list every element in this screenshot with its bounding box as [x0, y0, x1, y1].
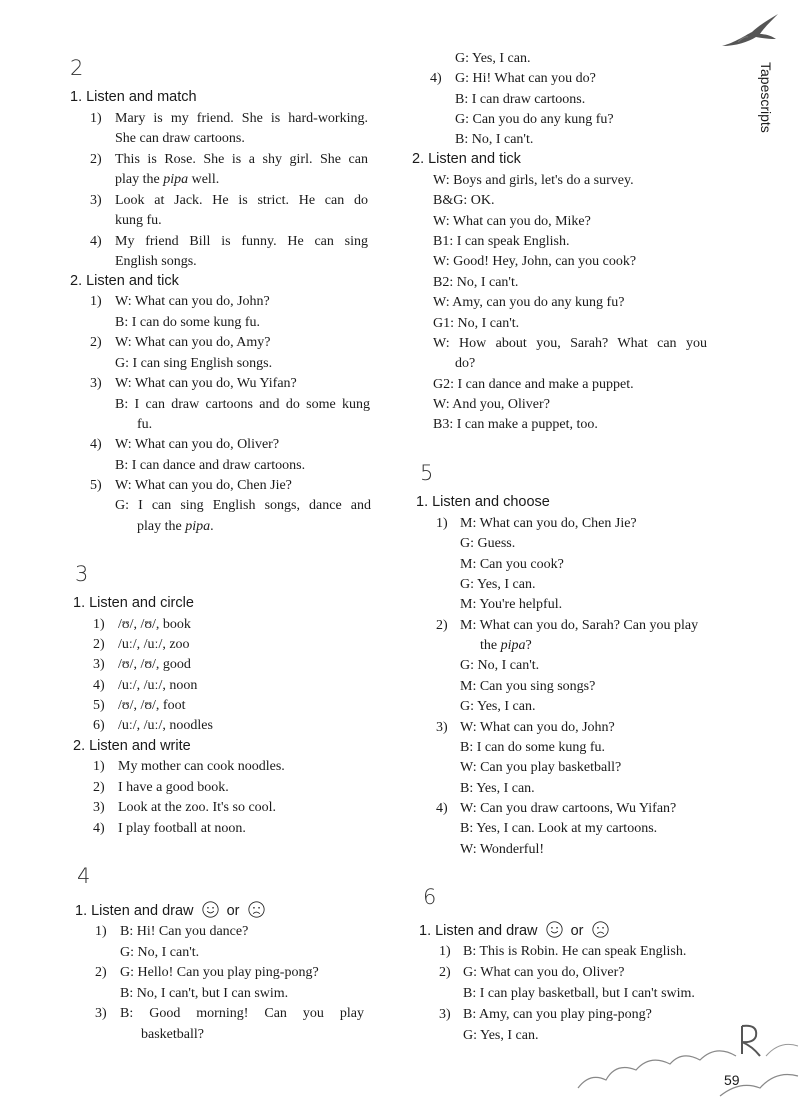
- item-line: M: Can you sing songs?: [460, 679, 596, 694]
- item-line: G2: I can dance and make a puppet.: [433, 377, 634, 392]
- item-number: 4): [430, 71, 442, 86]
- item-line: W: How about you, Sarah? What can you: [433, 336, 707, 351]
- item-number: 2): [90, 152, 102, 167]
- item-line: W: Can you draw cartoons, Wu Yifan?: [460, 801, 677, 816]
- item-number: 5): [90, 478, 102, 493]
- item-line: W: Wonderful!: [460, 842, 545, 857]
- item-line: M: Can you cook?: [460, 557, 564, 572]
- unit-number: 2: [70, 56, 84, 80]
- item-number: 3): [439, 1007, 451, 1022]
- item-line: G: No, I can't.: [460, 658, 540, 673]
- item-line: B3: I can make a puppet, too.: [433, 417, 598, 432]
- unit-number: 3: [75, 562, 89, 586]
- item-line: B: Good morning! Can you play: [120, 1006, 364, 1021]
- item-number: 1): [90, 111, 102, 126]
- item-number: 3): [93, 657, 105, 672]
- item-line: B: I can draw cartoons.: [455, 92, 586, 107]
- item-number: 4): [90, 234, 102, 249]
- item-number: 2): [93, 637, 105, 652]
- section-title: [75, 901, 269, 919]
- section-title: [419, 921, 613, 939]
- item-number: 2): [436, 618, 448, 633]
- item-line: G: Hello! Can you play ping-pong?: [120, 965, 319, 980]
- item-number: 6): [93, 718, 105, 733]
- item-line: G: Can you do any kung fu?: [455, 112, 614, 127]
- section-title: 2. Listen and tick: [412, 151, 521, 167]
- item-line: do?: [455, 356, 476, 371]
- cloud-decoration: [570, 1010, 800, 1097]
- item-line: play the pipa.: [137, 519, 214, 534]
- section-title-text: 1. Listen and draw: [419, 923, 538, 939]
- item-line: play the pipa well.: [115, 172, 220, 187]
- item-number: 1): [90, 294, 102, 309]
- unit-number: 5: [420, 461, 434, 485]
- sad-face-icon: [248, 901, 265, 918]
- item-line: W: And you, Oliver?: [433, 397, 550, 412]
- item-number: 3): [90, 193, 102, 208]
- item-number: 4): [90, 437, 102, 452]
- item-line: G: I can sing English songs, dance and: [115, 498, 371, 513]
- smiley-face-icon: [202, 901, 219, 918]
- item-line: W: Good! Hey, John, can you cook?: [433, 254, 637, 269]
- item-line: W: Amy, can you do any kung fu?: [433, 295, 625, 310]
- item-number: 1): [95, 924, 107, 939]
- item-number: 1): [93, 617, 105, 632]
- item-line: This is Rose. She is a shy girl. She can: [115, 152, 368, 167]
- item-line: Look at the zoo. It's so cool.: [118, 800, 277, 815]
- item-line: M: What can you do, Sarah? Can you play: [460, 618, 699, 633]
- item-line: /ʊ/, /ʊ/, good: [118, 657, 191, 672]
- item-number: 3): [93, 800, 105, 815]
- item-line: B: Amy, can you play ping-pong?: [463, 1007, 652, 1022]
- item-line: B: I can do some kung fu.: [460, 740, 606, 755]
- item-line: /ʊ/, /ʊ/, book: [118, 617, 191, 632]
- item-line: the pipa?: [480, 638, 532, 653]
- item-line: Look at Jack. He is strict. He can do: [115, 193, 368, 208]
- item-line: W: What can you do, Mike?: [433, 214, 591, 229]
- item-number: 2): [93, 780, 105, 795]
- unit-number: 4: [77, 864, 91, 888]
- item-line: G: Hi! What can you do?: [455, 71, 596, 86]
- item-line: B2: No, I can't.: [433, 275, 519, 290]
- item-line: G: Yes, I can.: [460, 577, 536, 592]
- sad-face-icon: [592, 921, 609, 938]
- section-title: 1. Listen and match: [70, 89, 197, 105]
- item-number: 2): [90, 335, 102, 350]
- item-line: G: Yes, I can.: [455, 51, 531, 66]
- item-number: 2): [439, 965, 451, 980]
- item-number: 1): [436, 516, 448, 531]
- item-line: W: What can you do, John?: [460, 720, 615, 735]
- item-line: B: I can do some kung fu.: [115, 315, 261, 330]
- sidebar-label: Tapescripts: [758, 62, 774, 133]
- item-line: W: Can you play basketball?: [460, 760, 622, 775]
- item-number: 4): [93, 678, 105, 693]
- item-number: 3): [90, 376, 102, 391]
- item-line: B: I can play basketball, but I can't swim.: [463, 986, 695, 1001]
- item-line: B: I can dance and draw cartoons.: [115, 458, 306, 473]
- item-line: kung fu.: [115, 213, 162, 228]
- item-line: B: Yes, I can.: [460, 781, 535, 796]
- item-number: 4): [93, 821, 105, 836]
- item-line: Mary is my friend. She is hard-working.: [115, 111, 368, 126]
- item-line: B1: I can speak English.: [433, 234, 570, 249]
- item-line: B&G: OK.: [433, 193, 495, 208]
- item-line: W: What can you do, Chen Jie?: [115, 478, 292, 493]
- section-title-or: or: [226, 903, 240, 919]
- item-line: M: You're helpful.: [460, 597, 563, 612]
- item-line: G: What can you do, Oliver?: [463, 965, 625, 980]
- section-title: 1. Listen and choose: [416, 494, 550, 510]
- item-number: 5): [93, 698, 105, 713]
- item-line: English songs.: [115, 254, 197, 269]
- item-line: B: Yes, I can. Look at my cartoons.: [460, 821, 658, 836]
- item-line: G1: No, I can't.: [433, 316, 520, 331]
- item-number: 3): [95, 1006, 107, 1021]
- section-title-text: 1. Listen and draw: [75, 903, 194, 919]
- item-line: B: No, I can't, but I can swim.: [120, 986, 289, 1001]
- item-line: G: No, I can't.: [120, 945, 200, 960]
- item-line: B: This is Robin. He can speak English.: [463, 944, 687, 959]
- item-line: /uː/, /uː/, zoo: [118, 637, 190, 652]
- item-number: 3): [436, 720, 448, 735]
- bird-illustration: [718, 12, 780, 50]
- item-number: 2): [95, 965, 107, 980]
- item-number: 1): [439, 944, 451, 959]
- item-line: G: Guess.: [460, 536, 516, 551]
- item-line: M: What can you do, Chen Jie?: [460, 516, 637, 531]
- item-line: I have a good book.: [118, 780, 229, 795]
- unit-number: 6: [423, 885, 437, 909]
- section-title: 1. Listen and circle: [73, 595, 194, 611]
- item-line: /ʊ/, /ʊ/, foot: [118, 698, 186, 713]
- item-line: /uː/, /uː/, noon: [118, 678, 198, 693]
- item-line: G: Yes, I can.: [463, 1028, 539, 1043]
- section-title-or: or: [570, 923, 584, 939]
- item-line: W: What can you do, Amy?: [115, 335, 271, 350]
- section-title: 2. Listen and write: [73, 738, 191, 754]
- item-line: G: I can sing English songs.: [115, 356, 273, 371]
- item-number: 1): [93, 759, 105, 774]
- item-line: B: Hi! Can you dance?: [120, 924, 249, 939]
- item-line: I play football at noon.: [118, 821, 246, 836]
- item-line: W: What can you do, Wu Yifan?: [115, 376, 297, 391]
- section-title: 2. Listen and tick: [70, 273, 179, 289]
- item-line: /uː/, /uː/, noodles: [118, 718, 213, 733]
- item-number: 4): [436, 801, 448, 816]
- item-line: B: No, I can't.: [455, 132, 534, 147]
- smiley-face-icon: [546, 921, 563, 938]
- item-line: B: I can draw cartoons and do some kung: [115, 397, 370, 412]
- item-line: She can draw cartoons.: [115, 131, 245, 146]
- item-line: W: Boys and girls, let's do a survey.: [433, 173, 634, 188]
- item-line: My friend Bill is funny. He can sing: [115, 234, 368, 249]
- item-line: W: What can you do, John?: [115, 294, 270, 309]
- item-line: G: Yes, I can.: [460, 699, 536, 714]
- item-line: fu.: [137, 417, 153, 432]
- item-line: basketball?: [141, 1027, 204, 1042]
- item-line: W: What can you do, Oliver?: [115, 437, 280, 452]
- item-line: My mother can cook noodles.: [118, 759, 285, 774]
- page-number: 59: [724, 1072, 740, 1088]
